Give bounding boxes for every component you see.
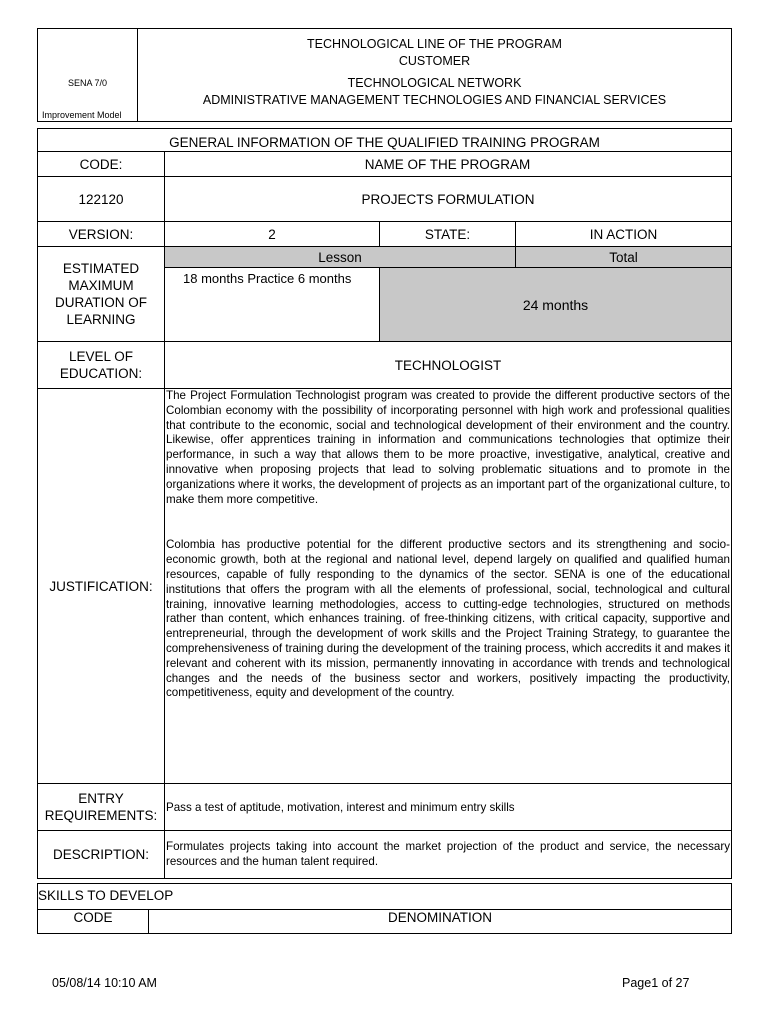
- justification-cell: [164, 388, 732, 784]
- lesson-value: 18 months Practice 6 months: [164, 267, 380, 342]
- description-label: DESCRIPTION:: [37, 830, 165, 879]
- header-line-1: TECHNOLOGICAL LINE OF THE PROGRAM: [307, 37, 562, 51]
- level-label: LEVEL OF EDUCATION:: [37, 341, 165, 389]
- justification-label: JUSTIFICATION:: [37, 388, 165, 784]
- description-value: Formulates projects taking into account the market projection of the product and service, the necessary resources and the human talent required.: [166, 839, 730, 868]
- justification-paragraph-2: Colombia has productive potential for the different productive sectors and its strengthening and socio-economic growth, both at the regional and national level, depend largely on qualified and qualified human resources, capable of fully responding to the dynamics of the sector. SENA is one of the educational institutions that offers the program with all the elements of professional, social, technological and cultural training, innovative learning methodologies, access to cutting-edge technologies, structured on methods rather than content, which enhances training. of free-thinking citizens, with critical capacity, supportive and entrepreneurial, through the development of work skills and the Project Training Strategy, to guarantee the comprehensiveness of training during the development of the training process, which accredits it and makes it relevant and coherent with its mission, permanently innovating in accordance with trends and technological changes and the needs of the business sector and workers, positively impacting the productivity, competitiveness, equity and development of the country.: [166, 538, 730, 700]
- lesson-header: Lesson: [164, 246, 516, 268]
- skills-denomination-header: DENOMINATION: [148, 909, 732, 934]
- program-name-label: NAME OF THE PROGRAM: [164, 151, 732, 177]
- version-value: 2: [164, 221, 380, 247]
- version-label: VERSION:: [37, 221, 165, 247]
- entry-requirements-label: ENTRY REQUIREMENTS:: [37, 783, 165, 831]
- header-line-4: ADMINISTRATIVE MANAGEMENT TECHNOLOGIES AND FINANCIAL SERVICES: [202, 93, 667, 107]
- code-label: CODE:: [37, 151, 165, 177]
- entry-requirements-value: Pass a test of aptitude, motivation, interest and minimum entry skills: [164, 783, 732, 831]
- general-info-title: GENERAL INFORMATION OF THE QUALIFIED TRAINING PROGRAM: [169, 135, 600, 150]
- skills-code-header: CODE: [37, 909, 149, 934]
- footer-page-number: Page1 of 27: [622, 976, 690, 990]
- sena-code: SENA 7/0: [67, 78, 108, 88]
- justification-paragraph-1: The Project Formulation Technologist program was created to provide the different productive sectors of the Colombian economy with the possibility of incorporating personnel with high work and professional qualities that contribute to the economic, social and technological development of their environment and the country. Likewise, offer apprentices training in information and communications technologies that optimize their performance, in such a way that allows them to be more proactive, investigative, analytical, creative and innovative when proposing projects that lead to solving problematic situations and to promote in the organizations where it works, the development of projects as an important part of the organizational culture, to make them more competitive.: [166, 389, 730, 506]
- header-line-3: TECHNOLOGICAL NETWORK: [347, 76, 522, 90]
- state-value: IN ACTION: [515, 221, 732, 247]
- header-logo-cell: [38, 29, 138, 121]
- document-header: [37, 28, 732, 122]
- code-value: 122120: [37, 176, 165, 222]
- header-line-2: CUSTOMER: [398, 54, 471, 68]
- level-value: TECHNOLOGIST: [164, 341, 732, 389]
- total-value: 24 months: [379, 267, 732, 342]
- program-name-value: PROJECTS FORMULATION: [164, 176, 732, 222]
- total-header: Total: [515, 246, 732, 268]
- duration-label: ESTIMATED MAXIMUM DURATION OF LEARNING: [37, 246, 165, 342]
- header-title-cell: [138, 29, 731, 121]
- footer-datetime: 05/08/14 10:10 AM: [52, 976, 157, 990]
- description-cell: [164, 830, 732, 879]
- improvement-model-label: Improvement Model: [42, 110, 122, 120]
- state-label: STATE:: [379, 221, 516, 247]
- skills-title: SKILLS TO DEVELOP: [37, 883, 732, 910]
